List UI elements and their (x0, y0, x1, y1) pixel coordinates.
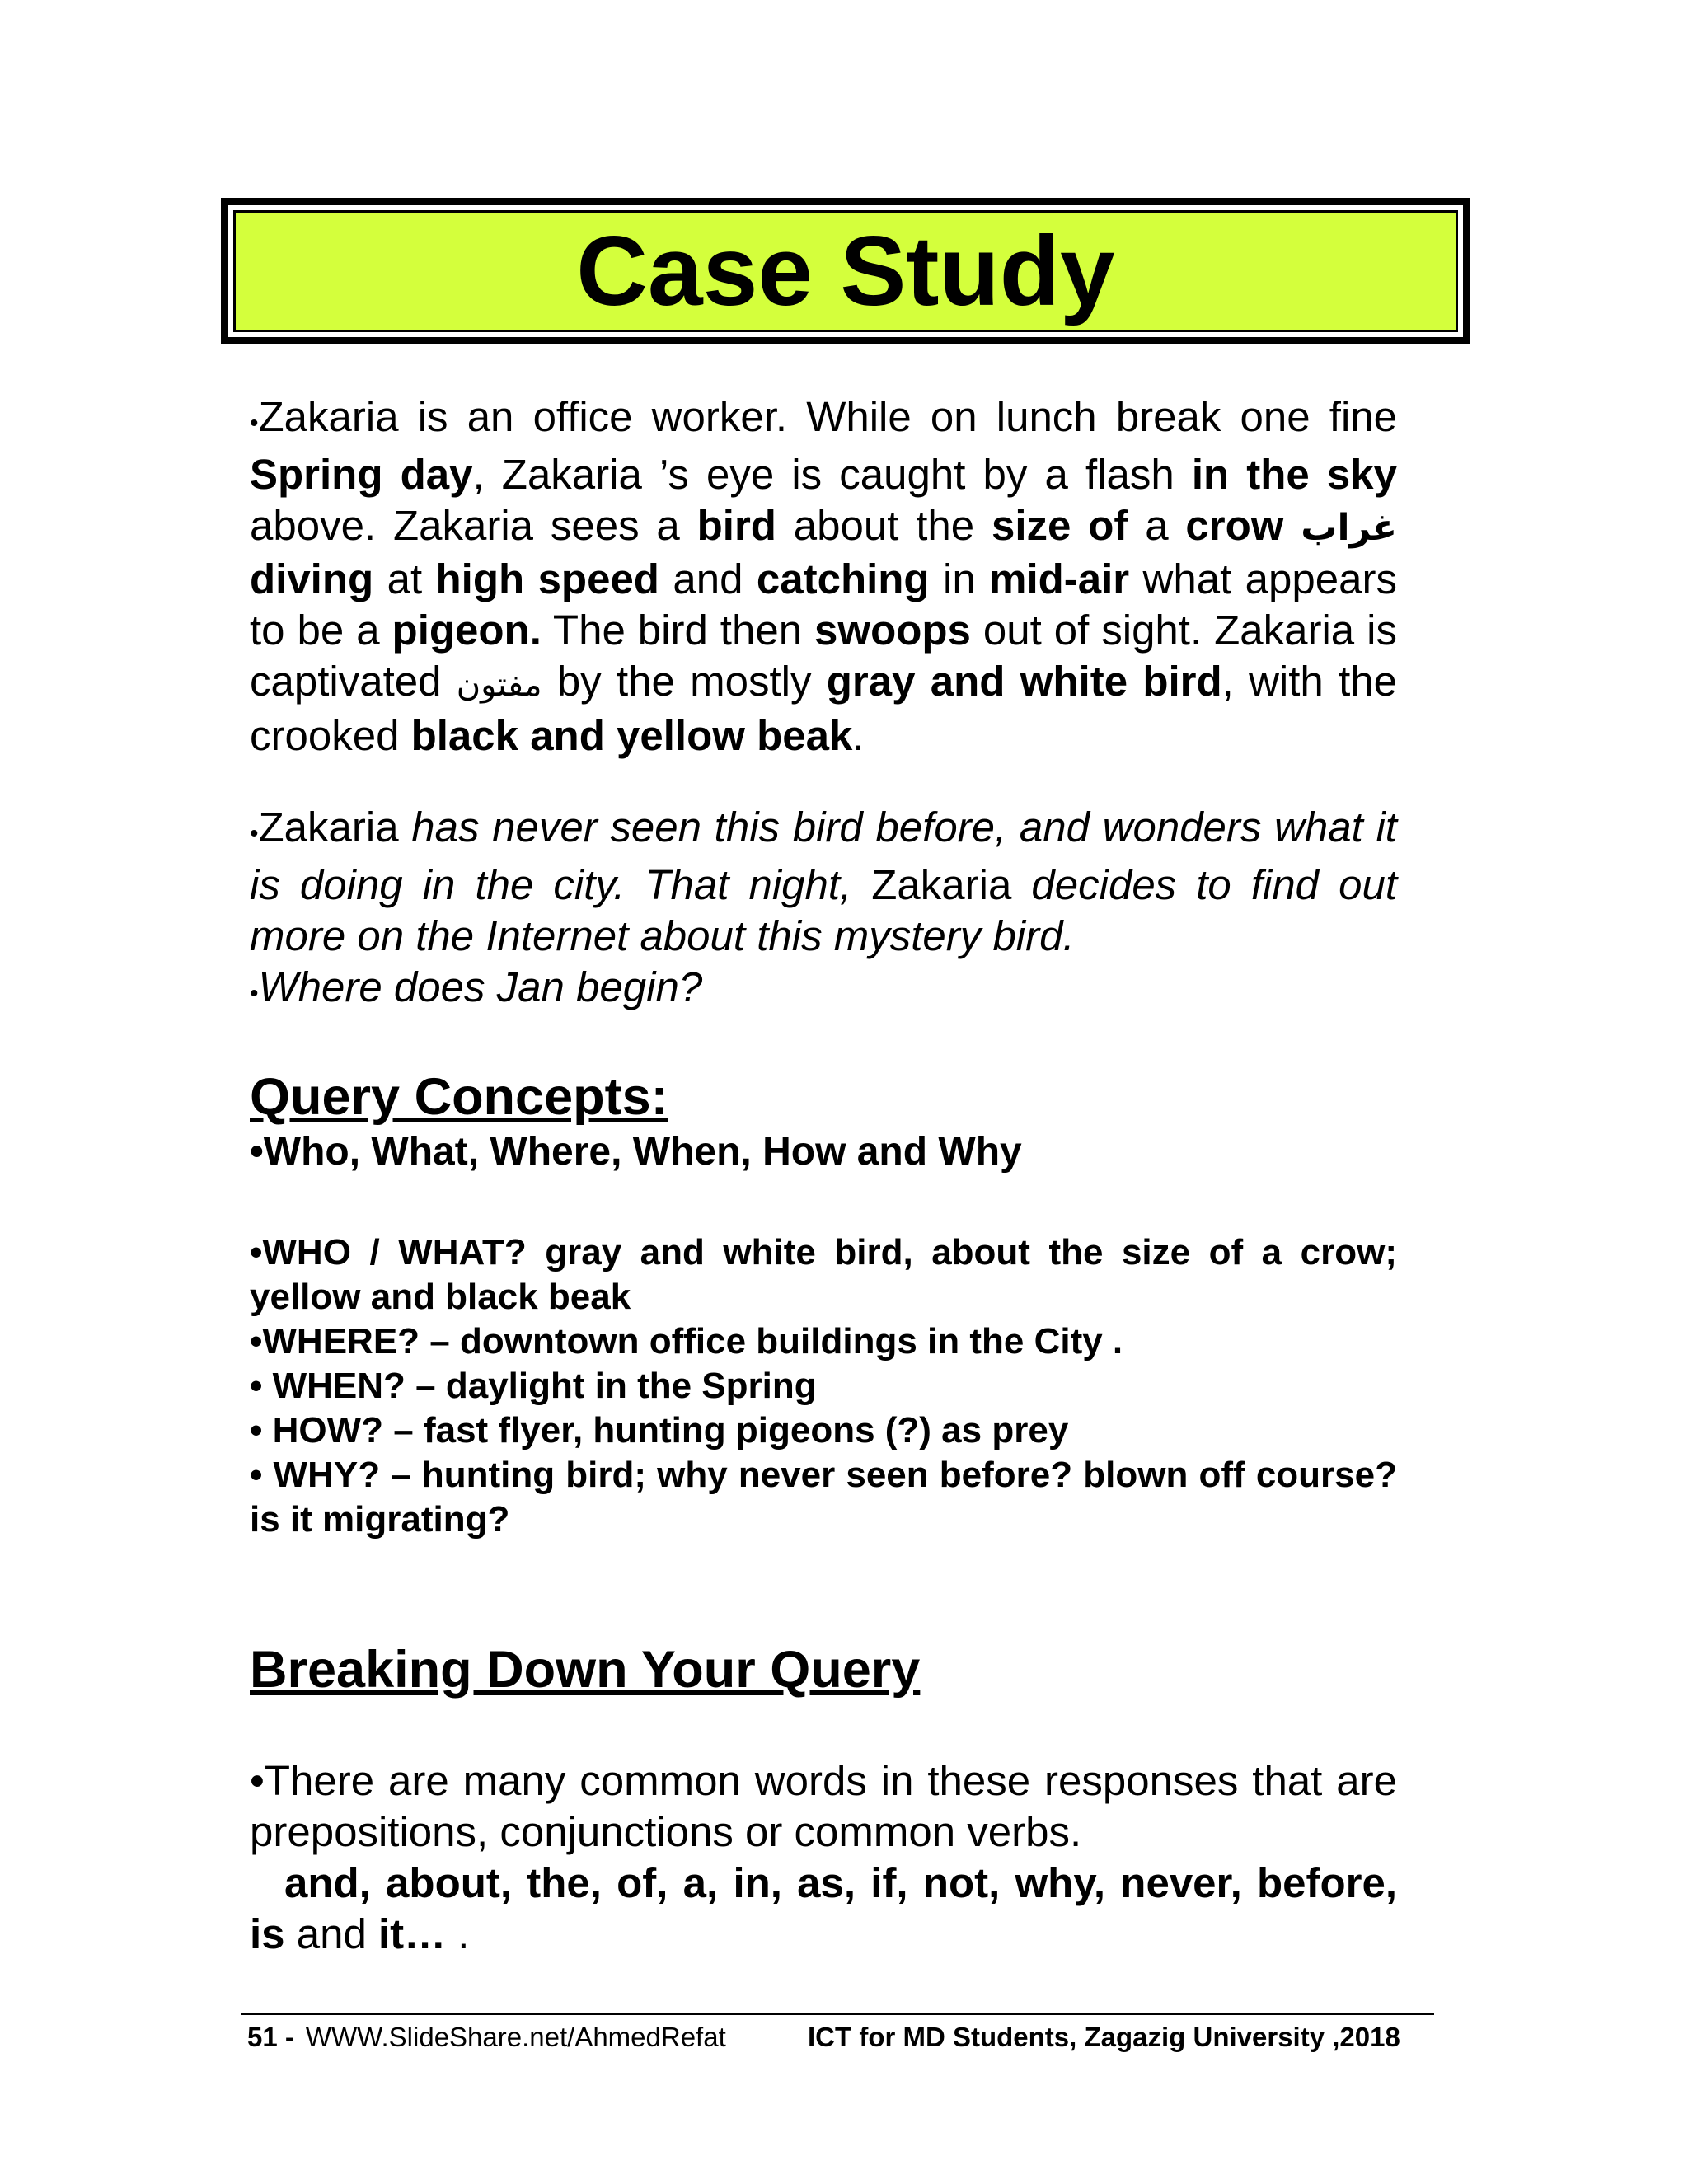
breaking-down-heading: Breaking Down Your Query (250, 1641, 921, 1699)
query-concepts-heading: Query Concepts: (250, 1068, 668, 1126)
bold-text: crow (1185, 502, 1284, 549)
text: by the mostly (542, 658, 827, 705)
italic-text: decides to find out more on the Internet about this mystery bird. (250, 861, 1397, 959)
case-question (250, 962, 1397, 1019)
common-words: and, about, the, of, a, in, as, if, not, why, never, before, is (250, 1859, 1397, 1957)
bold-text: pigeon. (392, 607, 542, 654)
text: out of sight. Zakaria is captivated (250, 607, 1397, 705)
bullet: • (250, 410, 259, 437)
footer-course: ICT for MD Students, Zagazig University ,2018 (808, 2022, 1400, 2052)
text: a (1128, 502, 1186, 549)
title-banner (221, 198, 1470, 344)
bold-text: catching (756, 555, 930, 602)
bold-text: in the sky (1191, 451, 1397, 498)
text: in (929, 555, 990, 602)
bold-text: Spring day (250, 451, 473, 498)
italic-text: Where does Jan begin? (258, 963, 703, 1010)
bold-text: diving (250, 555, 374, 602)
case-paragraph-1-text (250, 391, 1397, 762)
text: , with the crooked (250, 658, 1397, 759)
concepts-line: •Who, What, Where, When, How and Why (250, 1130, 1022, 1174)
arabic-word-captivated: مفتون (456, 666, 542, 704)
page-footer (247, 2021, 1400, 2054)
italic-text: has never seen this bird before, and wonders what it is doing in the city. That night, (250, 804, 1397, 908)
common-words-list (250, 1858, 1397, 1960)
text: Zakaria (258, 804, 412, 851)
bold-text: mid-air (989, 555, 1130, 602)
case-paragraph-1 (250, 391, 1397, 762)
text: what appears to be a (250, 555, 1397, 654)
arabic-word-crow: غراب (1301, 507, 1398, 549)
title-banner-inner (233, 210, 1458, 332)
list-item: • WHEN? – daylight in the Spring (250, 1366, 817, 1406)
text: . (852, 712, 865, 759)
text: and (284, 1910, 378, 1957)
text: Zakaria (871, 861, 1012, 908)
text: The bird then (541, 607, 815, 654)
text: above. Zakaria sees a (250, 502, 697, 549)
page-number: 51 - (247, 2022, 294, 2052)
bold-text: swoops (814, 607, 971, 654)
breaking-down-text: •There are many common words in these responses that are prepositions, conjunctions or common verbs. (250, 1757, 1397, 1855)
bold-text: gray and white bird (826, 658, 1222, 705)
footer-site: WWW.SlideShare.net/AhmedRefat (305, 2022, 726, 2052)
bullet: • (250, 980, 259, 1007)
text: at (373, 555, 436, 602)
case-paragraph-2-text (250, 802, 1397, 962)
list-item: • HOW? – fast flyer, hunting pigeons (?) as prey (250, 1410, 1069, 1451)
bullet: • (250, 820, 259, 847)
breaking-down-paragraph (250, 1755, 1397, 1960)
text: . (446, 1910, 470, 1957)
list-item: •WHO / WHAT? gray and white bird, about the size of a crow; yellow and black beak (250, 1232, 1397, 1317)
list-item: • WHY? – hunting bird; why never seen before? blown off course? is it migrating? (250, 1455, 1397, 1540)
footer-divider (241, 2013, 1434, 2015)
text: and (659, 555, 757, 602)
bold-text: black and yellow beak (410, 712, 853, 759)
query-concepts-list (250, 1230, 1397, 1542)
case-paragraph-2 (250, 802, 1397, 1019)
page-title: Case Study (576, 216, 1115, 326)
text: Zakaria is an office worker. While on lunch break one fine (258, 393, 1397, 440)
bold-text: it… (377, 1910, 447, 1957)
bold-text: size of (991, 502, 1128, 549)
list-item: •WHERE? – downtown office buildings in the City . (250, 1321, 1123, 1361)
bold-text: bird (696, 502, 776, 549)
text: about the (776, 502, 992, 549)
bold-text: high speed (435, 555, 659, 602)
text: , Zakaria ’s eye is caught by a flash (472, 451, 1192, 498)
